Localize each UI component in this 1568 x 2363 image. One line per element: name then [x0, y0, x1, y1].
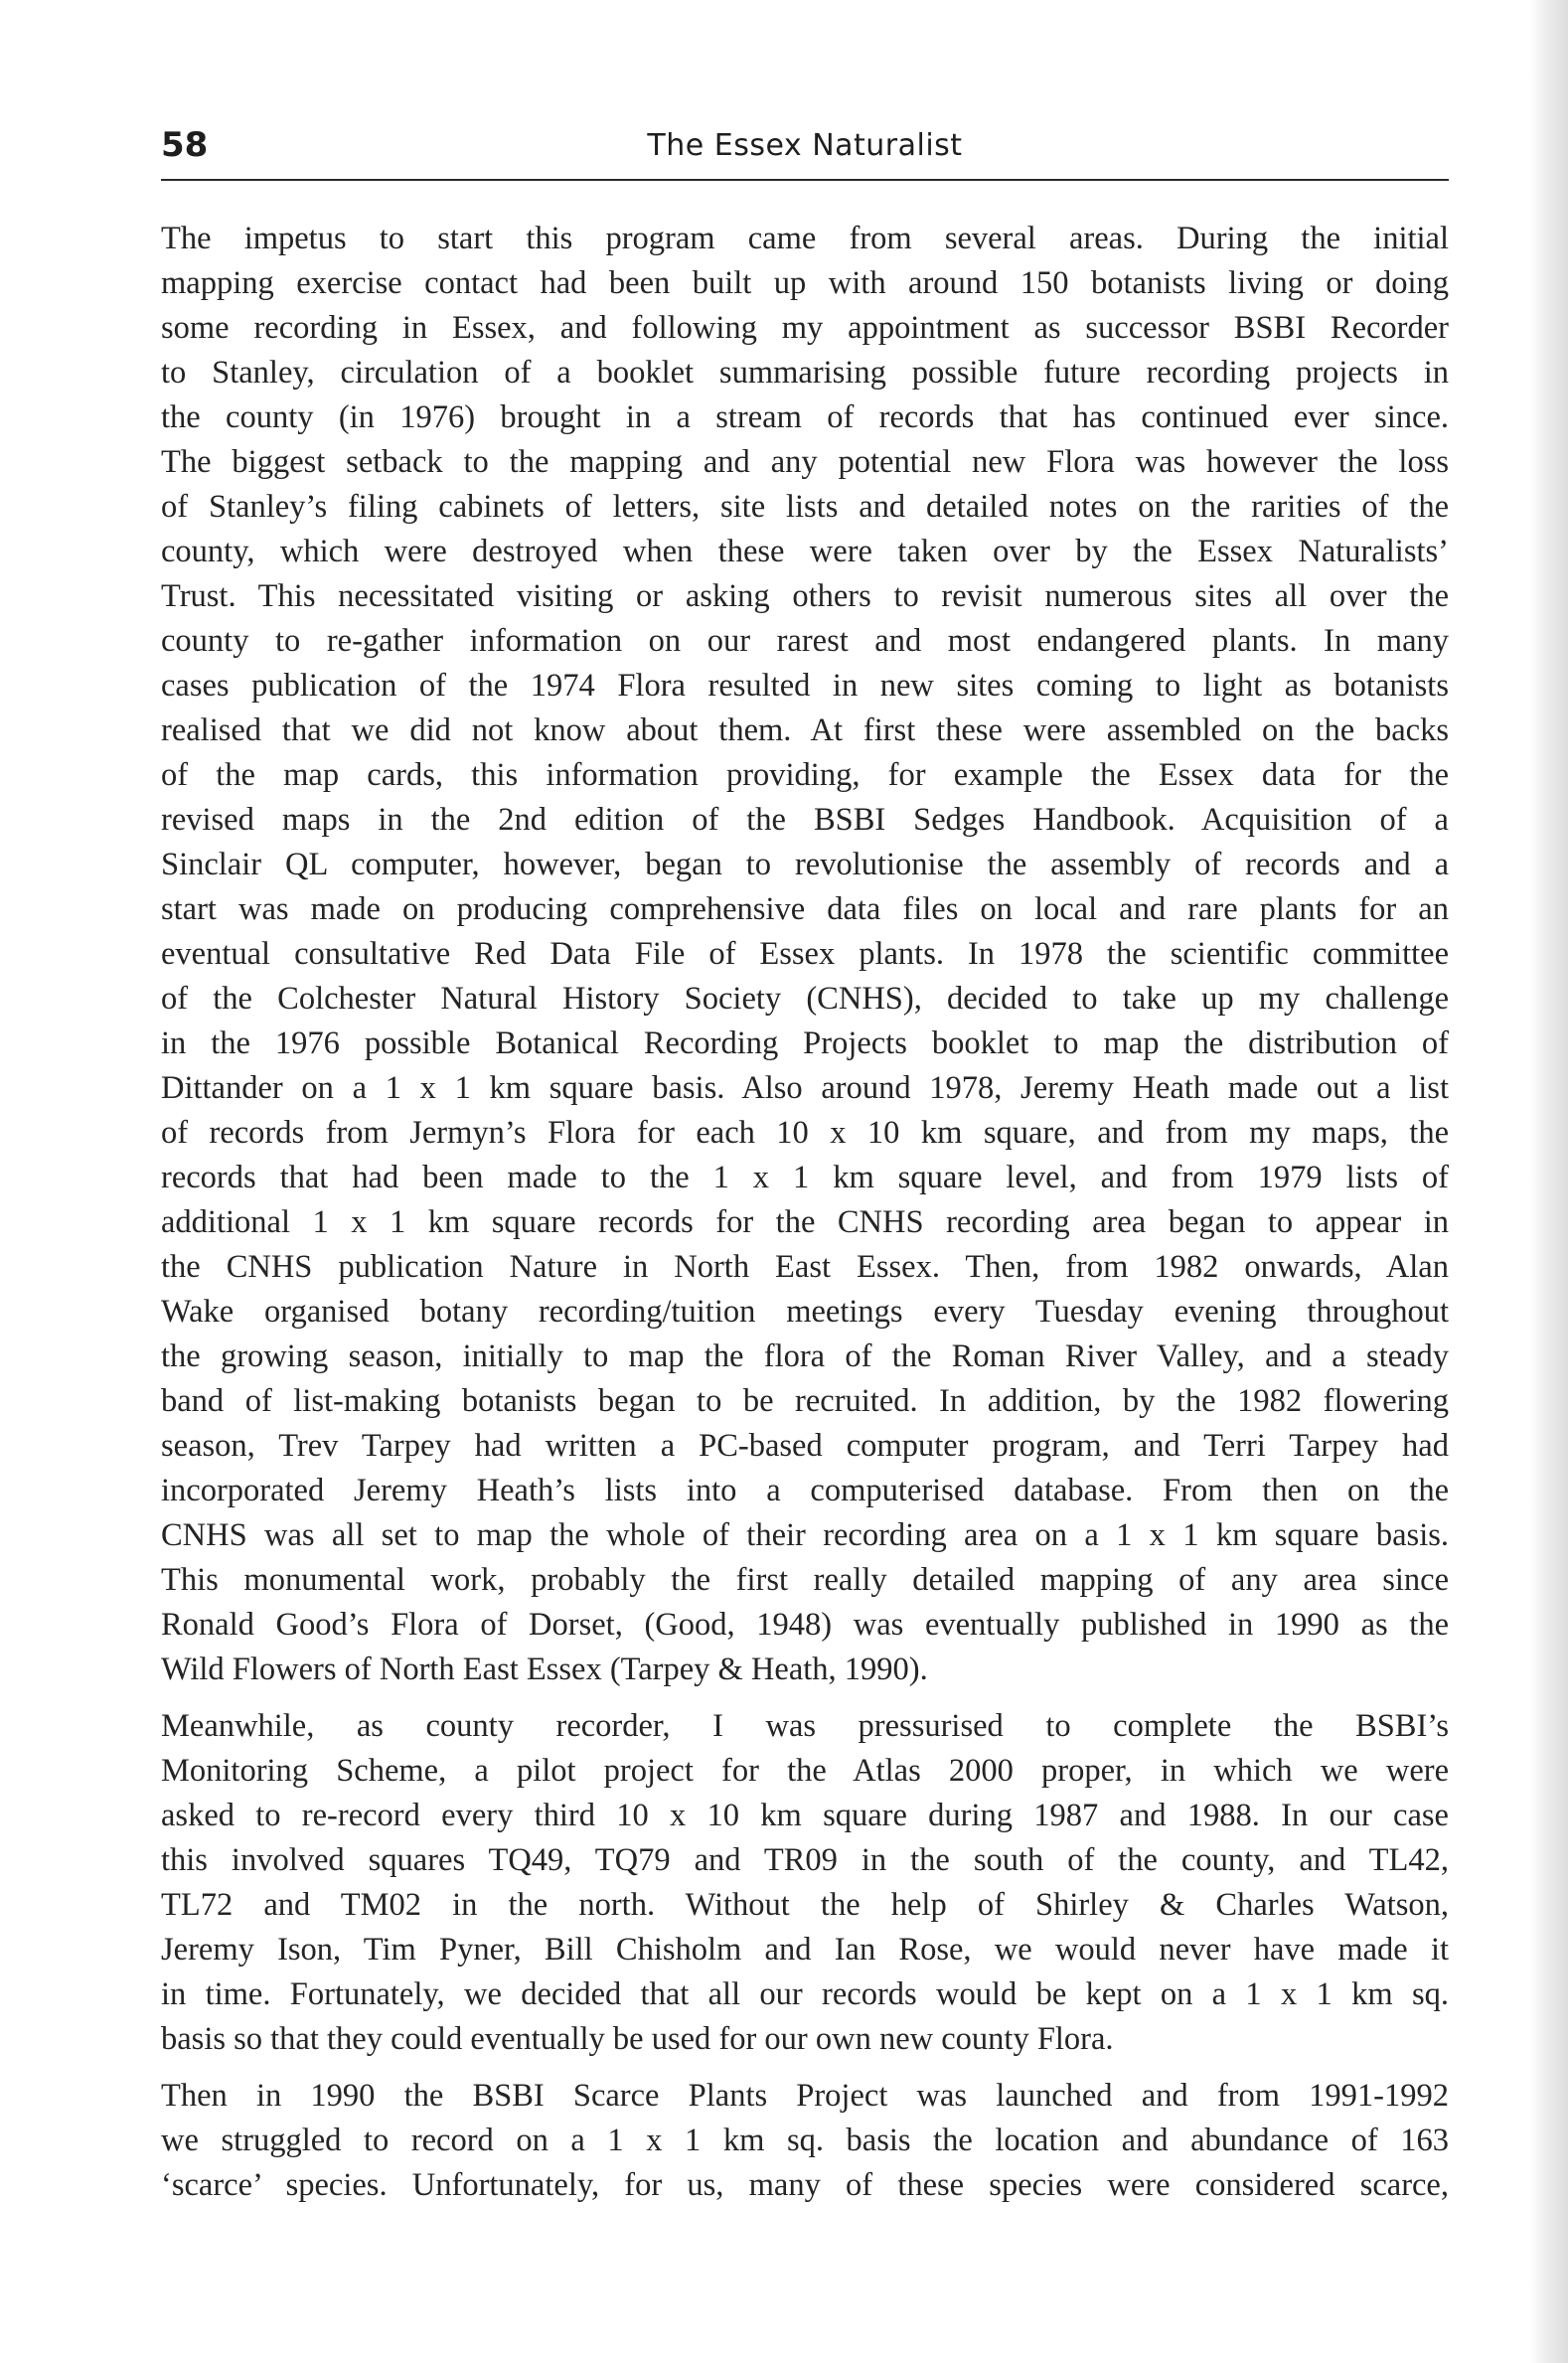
- text-line: eventual consultative Red Data File of Essex plants. In 1978 the scientific committee: [161, 936, 1449, 972]
- text-line: incorporated Jeremy Heath’s lists into a computerised database. From then on the: [161, 1473, 1449, 1508]
- text-line: realised that we did not know about them. At first these were assembled on the backs: [161, 712, 1449, 748]
- text-line: Then in 1990 the BSBI Scarce Plants Project was launched and from 1991-1992: [161, 2078, 1449, 2114]
- text-line: Wild Flowers of North East Essex (Tarpey & Heath, 1990).: [161, 1652, 928, 1687]
- text-line: This monumental work, probably the first really detailed mapping of any area since: [161, 1562, 1449, 1598]
- text-line: The biggest setback to the mapping and any potential new Flora was however the loss: [161, 444, 1449, 480]
- text-line: of the map cards, this information providing, for example the Essex data for the: [161, 757, 1449, 793]
- text-line: ‘scarce’ species. Unfortunately, for us, many of these species were considered scarce,: [161, 2167, 1449, 2203]
- text-line: to Stanley, circulation of a booklet summarising possible future recording projects in: [161, 355, 1449, 391]
- page-edge-shadow: [1530, 0, 1568, 2363]
- text-line: the county (in 1976) brought in a stream of records that has continued ever since.: [161, 399, 1449, 435]
- text-line: Wake organised botany recording/tuition meetings every Tuesday evening throughout: [161, 1294, 1449, 1330]
- text-line: this involved squares TQ49, TQ79 and TR09 in the south of the county, and TL42,: [161, 1842, 1449, 1878]
- text-line: Meanwhile, as county recorder, I was pressurised to complete the BSBI’s: [161, 1708, 1449, 1744]
- text-line: Dittander on a 1 x 1 km square basis. Also around 1978, Jeremy Heath made out a list: [161, 1070, 1449, 1106]
- text-line: cases publication of the 1974 Flora resulted in new sites coming to light as botanists: [161, 668, 1449, 704]
- text-line: asked to re-record every third 10 x 10 km square during 1987 and 1988. In our case: [161, 1798, 1449, 1833]
- text-line: of Stanley’s filing cabinets of letters, site lists and detailed notes on the rarities of the: [161, 489, 1449, 525]
- text-line: band of list-making botanists began to be recruited. In addition, by the 1982 flowering: [161, 1383, 1449, 1419]
- text-line: mapping exercise contact had been built up with around 150 botanists living or doing: [161, 265, 1449, 301]
- text-line: CNHS was all set to map the whole of their recording area on a 1 x 1 km square basis.: [161, 1517, 1449, 1553]
- text-line: of records from Jermyn’s Flora for each 10 x 10 km square, and from my maps, the: [161, 1115, 1449, 1151]
- body-text: [161, 217, 1449, 2208]
- text-line: The impetus to start this program came from several areas. During the initial: [161, 221, 1449, 256]
- text-line: in the 1976 possible Botanical Recording Projects booklet to map the distribution of: [161, 1025, 1449, 1061]
- text-line: records that had been made to the 1 x 1 km square level, and from 1979 lists of: [161, 1160, 1449, 1195]
- text-line: additional 1 x 1 km square records for the CNHS recording area began to appear in: [161, 1204, 1449, 1240]
- running-head: The Essex Naturalist: [647, 128, 963, 163]
- text-line: Ronald Good’s Flora of Dorset, (Good, 1948) was eventually published in 1990 as the: [161, 1607, 1449, 1643]
- page-header: [161, 121, 1449, 179]
- text-line: the growing season, initially to map the flora of the Roman River Valley, and a steady: [161, 1339, 1449, 1374]
- text-line: the CNHS publication Nature in North East Essex. Then, from 1982 onwards, Alan: [161, 1249, 1449, 1285]
- text-line: Sinclair QL computer, however, began to revolutionise the assembly of records and a: [161, 847, 1449, 882]
- text-line: in time. Fortunately, we decided that all our records would be kept on a 1 x 1 km sq.: [161, 1976, 1449, 2012]
- paragraph-3: [161, 2074, 1449, 2208]
- text-line: Monitoring Scheme, a pilot project for the Atlas 2000 proper, in which we were: [161, 1753, 1449, 1789]
- text-line: season, Trev Tarpey had written a PC-based computer program, and Terri Tarpey had: [161, 1428, 1449, 1464]
- text-line: of the Colchester Natural History Society (CNHS), decided to take up my challenge: [161, 981, 1449, 1017]
- text-line: county to re-gather information on our rarest and most endangered plants. In many: [161, 623, 1449, 659]
- text-line: Trust. This necessitated visiting or asking others to revisit numerous sites all over the: [161, 578, 1449, 614]
- header-rule: [161, 179, 1449, 181]
- text-line: basis so that they could eventually be used for our own new county Flora.: [161, 2021, 1114, 2057]
- text-line: Jeremy Ison, Tim Pyner, Bill Chisholm and Ian Rose, we would never have made it: [161, 1932, 1449, 1968]
- page-number: 58: [161, 125, 209, 165]
- text-line: TL72 and TM02 in the north. Without the help of Shirley & Charles Watson,: [161, 1887, 1449, 1923]
- paragraph-2: [161, 1704, 1449, 2062]
- text-line: some recording in Essex, and following my appointment as successor BSBI Recorder: [161, 310, 1449, 346]
- text-line: revised maps in the 2nd edition of the BSBI Sedges Handbook. Acquisition of a: [161, 802, 1449, 838]
- text-line: start was made on producing comprehensive data files on local and rare plants for an: [161, 891, 1449, 927]
- text-line: we struggled to record on a 1 x 1 km sq. basis the location and abundance of 163: [161, 2123, 1449, 2158]
- text-line: county, which were destroyed when these were taken over by the Essex Naturalists’: [161, 534, 1449, 569]
- paragraph-1: [161, 217, 1449, 1692]
